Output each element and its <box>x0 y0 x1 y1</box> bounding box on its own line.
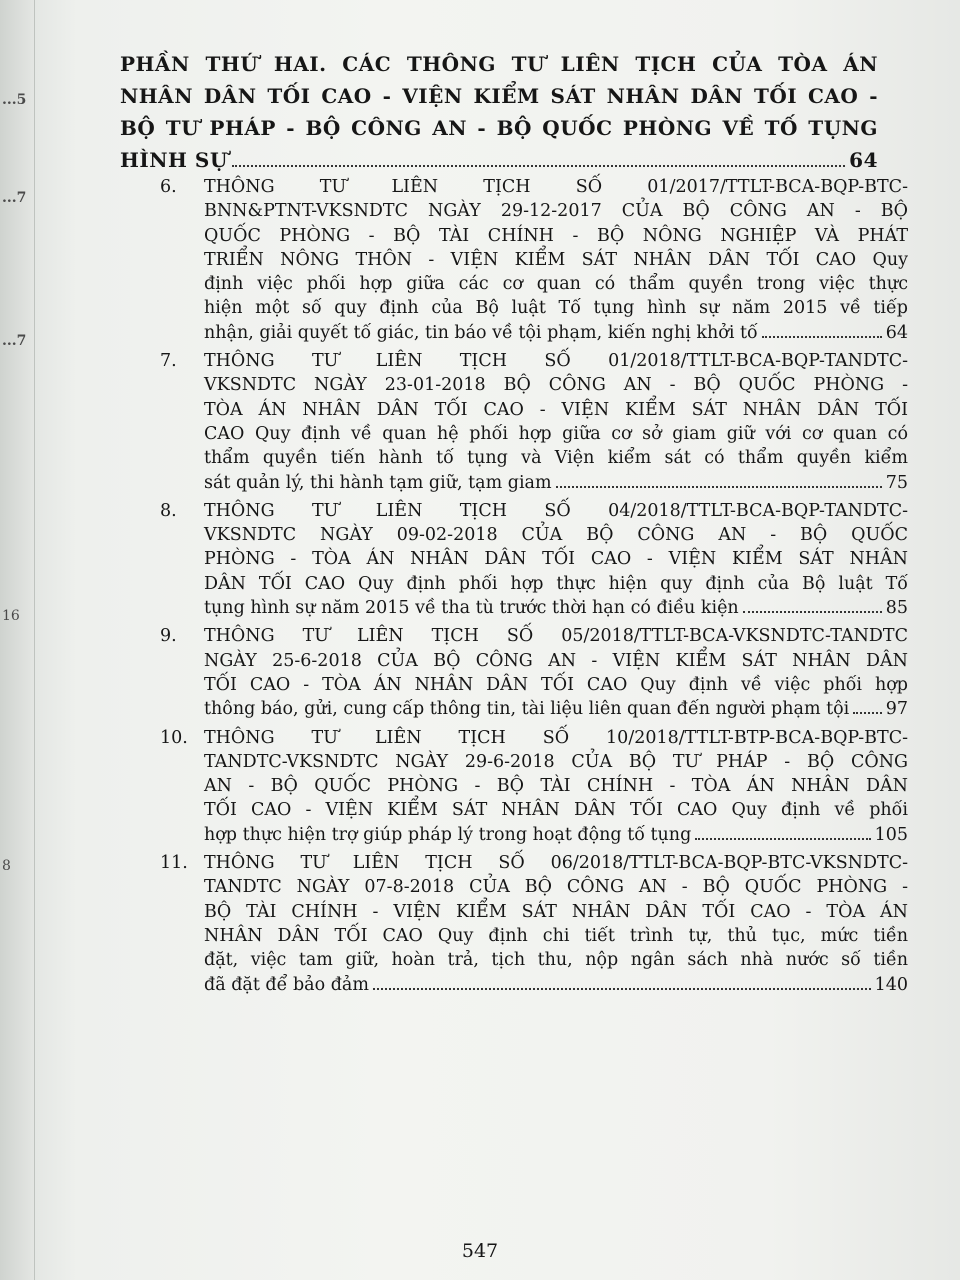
toc-entry-number: 6. <box>160 177 177 197</box>
toc-entry-last-line <box>204 321 908 345</box>
leader-dots <box>743 611 882 613</box>
toc-entry-line: BNN&PTNT-VKSNDTC NGÀY 29-12-2017 CỦA BỘ CÔNG AN - BỘ <box>204 201 908 222</box>
toc-entry-line: CAO Quy định về quan hệ phối hợp giữa cơ sở giam giữ với cơ quan có <box>204 423 908 444</box>
toc-entry-line: THÔNG TƯ LIÊN TỊCH SỐ 01/2018/TTLT-BCA-BQP-TANDTC- <box>204 351 908 372</box>
part-title-last-line <box>120 144 878 176</box>
toc-page-ref: 97 <box>885 699 908 720</box>
toc-page-ref: 64 <box>849 148 878 172</box>
toc-entry-line: THÔNG TƯ LIÊN TỊCH SỐ 04/2018/TTLT-BCA-BQP-TANDTC- <box>204 500 908 521</box>
toc-entry-last-line <box>204 973 908 997</box>
leader-dots <box>695 838 870 840</box>
toc-entry-line: tụng hình sự năm 2015 về tha tù trước thời hạn có điều kiện <box>204 598 739 619</box>
toc-entry-line: TRIỂN NÔNG THÔN - VIỆN KIỂM SÁT NHÂN DÂN TỐI CAO Quy <box>204 249 908 270</box>
toc-entry-line: QUỐC PHÒNG - BỘ TÀI CHÍNH - BỘ NÔNG NGHIỆP VÀ PHÁT <box>204 225 908 246</box>
part-title-line: NHÂN DÂN TỐI CAO - VIỆN KIỂM SÁT NHÂN DÂN TỐI CAO - <box>120 84 878 108</box>
page-number: 547 <box>461 1240 499 1262</box>
leader-dots <box>232 165 845 167</box>
toc-entry <box>160 499 908 620</box>
toc-entry-line: hợp thực hiện trợ giúp pháp lý trong hoạt động tố tụng <box>204 824 692 845</box>
toc-entry-text <box>204 851 908 997</box>
toc-entry-line: VKSNDTC NGÀY 23-01-2018 BỘ CÔNG AN - BỘ QUỐC PHÒNG - <box>204 375 908 396</box>
toc-entry-line: nhận, giải quyết tố giác, tin báo về tội phạm, kiến nghị khởi tố <box>204 322 758 343</box>
toc-entry-line: THÔNG TƯ LIÊN TỊCH SỐ 01/2017/TTLT-BCA-BQP-BTC- <box>204 177 908 197</box>
toc-entries <box>160 175 908 1001</box>
toc-entry-number: 7. <box>160 351 177 372</box>
toc-entry-line: THÔNG TƯ LIÊN TỊCH SỐ 05/2018/TTLT-BCA-VKSNDTC-TANDTC <box>204 626 908 647</box>
toc-entry-line: TỐI CAO - TÒA ÁN NHÂN DÂN TỐI CAO Quy định về việc phối hợp <box>204 674 908 695</box>
toc-entry-line: đã đặt để bảo đảm <box>204 974 369 995</box>
part-title <box>120 48 878 176</box>
edge-mark: 16 <box>2 608 20 624</box>
toc-entry-line: VKSNDTC NGÀY 09-02-2018 CỦA BỘ CÔNG AN - BỘ QUỐC <box>204 525 908 546</box>
part-title-line: BỘ TƯ PHÁP - BỘ CÔNG AN - BỘ QUỐC PHÒNG VỀ TỐ TỤNG <box>120 116 878 140</box>
toc-entry-text <box>204 499 908 620</box>
toc-page-ref: 140 <box>874 974 908 995</box>
toc-entry-line: thông báo, gửi, cung cấp thông tin, tài liệu liên quan đến người phạm tội <box>204 699 850 720</box>
toc-entry-line: định việc phối hợp giữa các cơ quan có thẩm quyền trong việc thực <box>204 274 908 295</box>
toc-entry-line: BỘ TÀI CHÍNH - VIỆN KIỂM SÁT NHÂN DÂN TỐI CAO - TÒA ÁN <box>204 901 908 922</box>
toc-entry-line: đặt, việc tam giữ, hoàn trả, tịch thu, nộp ngân sách nhà nước số tiền <box>204 950 908 971</box>
toc-entry-line: TỐI CAO - VIỆN KIỂM SÁT NHÂN DÂN TỐI CAO Quy định về phối <box>204 800 908 821</box>
toc-entry-line: hiện một số quy định của Bộ luật Tố tụng hình sự năm 2015 về tiếp <box>204 298 908 319</box>
toc-entry-line: THÔNG TƯ LIÊN TỊCH SỐ 06/2018/TTLT-BCA-BQP-BTC-VKSNDTC- <box>204 853 908 874</box>
toc-entry-text <box>204 624 908 721</box>
toc-entry <box>160 349 908 495</box>
part-title-line: HÌNH SỰ <box>120 148 228 172</box>
toc-entry-line: THÔNG TƯ LIÊN TỊCH SỐ 10/2018/TTLT-BTP-BCA-BQP-BTC- <box>204 727 908 748</box>
toc-entry-line: sát quản lý, thi hành tạm giữ, tạm giam <box>204 472 552 493</box>
toc-entry-text <box>204 175 908 345</box>
toc-page-ref: 75 <box>885 472 908 493</box>
toc-page-ref: 85 <box>885 598 908 619</box>
toc-entry-number: 11. <box>160 853 188 874</box>
toc-entry-line: NGÀY 25-6-2018 CỦA BỘ CÔNG AN - VIỆN KIỂM SÁT NHÂN DÂN <box>204 650 908 671</box>
toc-entry-last-line <box>204 697 908 721</box>
toc-entry <box>160 726 908 847</box>
toc-entry-last-line <box>204 596 908 620</box>
part-title-line: PHẦN THỨ HAI. CÁC THÔNG TƯ LIÊN TỊCH CỦA TÒA ÁN <box>120 52 878 76</box>
toc-entry-line: AN - BỘ QUỐC PHÒNG - BỘ TÀI CHÍNH - TÒA ÁN NHÂN DÂN <box>204 776 908 797</box>
toc-entry <box>160 175 908 345</box>
toc-entry-line: TÒA ÁN NHÂN DÂN TỐI CAO - VIỆN KIỂM SÁT NHÂN DÂN TỐI <box>204 399 908 420</box>
toc-entry-number: 9. <box>160 626 177 647</box>
toc-page-ref: 64 <box>885 322 908 343</box>
edge-mark: 8 <box>2 858 11 874</box>
facing-page-edge <box>0 0 35 1280</box>
edge-mark: ...7 <box>2 333 27 349</box>
leader-dots <box>853 712 881 714</box>
toc-entry-text <box>204 726 908 847</box>
leader-dots <box>373 988 871 990</box>
toc-entry <box>160 624 908 721</box>
toc-entry-text <box>204 349 908 495</box>
toc-entry-line: NHÂN DÂN TỐI CAO Quy định chi tiết trình tự, thủ tục, mức tiền <box>204 925 908 946</box>
toc-entry-line: TANDTC-VKSNDTC NGÀY 29-6-2018 CỦA BỘ TƯ PHÁP - BỘ CÔNG <box>204 751 908 772</box>
toc-page-ref: 105 <box>874 824 908 845</box>
edge-mark: ...5 <box>2 92 27 108</box>
toc-entry-number: 10. <box>160 727 188 748</box>
toc-entry-last-line <box>204 823 908 847</box>
toc-entry-number: 8. <box>160 500 177 521</box>
toc-entry-last-line <box>204 471 908 495</box>
toc-entry-line: TANDTC NGÀY 07-8-2018 CỦA BỘ CÔNG AN - BỘ QUỐC PHÒNG - <box>204 877 908 898</box>
toc-entry-line: PHÒNG - TÒA ÁN NHÂN DÂN TỐI CAO - VIỆN KIỂM SÁT NHÂN <box>204 549 908 570</box>
edge-mark: ...7 <box>2 190 27 206</box>
toc-entry <box>160 851 908 997</box>
toc-entry-line: DÂN TỐI CAO Quy định phối hợp thực hiện quy định của Bộ luật Tố <box>204 573 908 594</box>
leader-dots <box>762 336 882 338</box>
leader-dots <box>556 486 882 488</box>
toc-entry-line: thẩm quyền tiến hành tố tụng và Viện kiểm sát có thẩm quyền kiểm <box>204 448 908 469</box>
